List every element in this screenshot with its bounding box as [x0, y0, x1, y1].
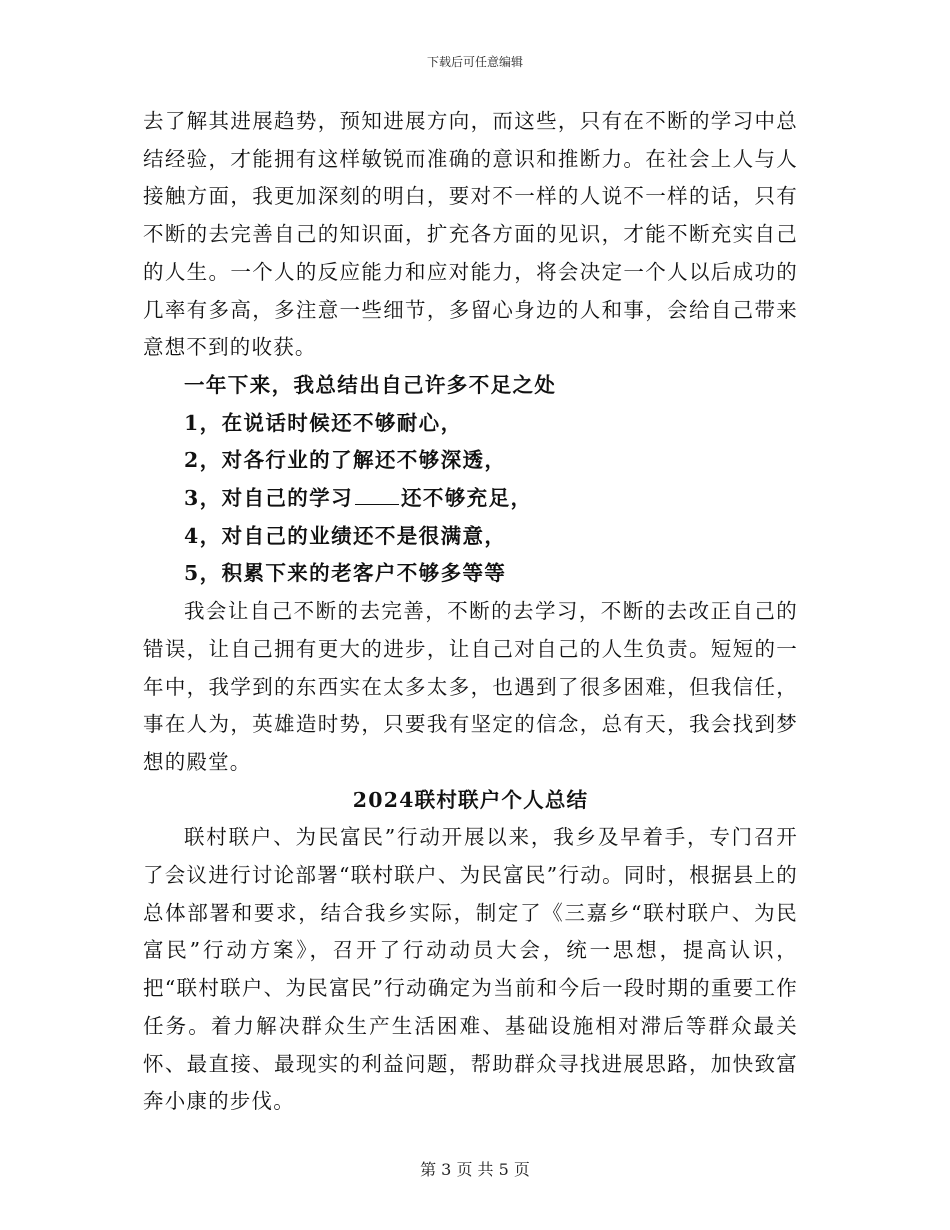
fill-in-blank-underline [355, 486, 399, 505]
paragraph-self-improvement: 我会让自己不断的去完善，不断的去学习，不断的去改正自己的错误，让自己拥有更大的进步，让自己对自己的人生负责。短短的一年中，我学到的东西实在太多太多，也遇到了很多困难，但我信任，事在人为，英雄造时势，只要我有坚定的信念，总有天，我会找到梦想的殿堂。 [143, 599, 798, 774]
shortcoming-item-3-start: 3，对自己的学习 [184, 486, 353, 511]
document-body [143, 103, 798, 1121]
shortcoming-item-5: 5，积累下来的老客户不够多等等 [184, 561, 507, 586]
shortcoming-item-3 [143, 480, 798, 518]
shortcoming-item-1: 1，在说话时候还不够耐心， [184, 410, 463, 435]
paragraph-village-campaign: 联村联户、为民富民”行动开展以来，我乡及早着手，专门召开了会议进行讨论部署“联村联户、为民富民”行动。同时，根据县上的总体部署和要求，结合我乡实际，制定了《三嘉乡“联村联户、为民富民”行动方案》，召开了行动动员大会，统一思想，提高认识，把“联村联户、为民富民”行动确定为当前和今后一段时期的重要工作任务。着力解决群众生产生活困难、基础设施相对滞后等群众最关怀、最直接、最现实的利益问题，帮助群众寻找进展思路，加快致富奔小康的步伐。 [143, 825, 798, 1114]
page-header-note: 下载后可任意编辑 [426, 55, 523, 69]
shortcomings-title: 一年下来，我总结出自己许多不足之处 [184, 372, 557, 397]
page-number: 第 3 页 共 5 页 [420, 1160, 530, 1179]
paragraph-experience: 去了解其进展趋势，预知进展方向，而这些，只有在不断的学习中总结经验，才能拥有这样敏锐而准确的意识和推断力。在社会上人与人接触方面，我更加深刻的明白，要对不一样的人说不一样的话，只有不断的去完善自己的知识面，扩充各方面的见识，才能不断充实自己的人生。一个人的反应能力和应对能力，将会决定一个人以后成功的几率有多高，多注意一些细节，多留心身边的人和事，会给自己带来意想不到的收获。 [143, 109, 798, 360]
section-title: 2024联村联户个人总结 [352, 787, 589, 812]
shortcoming-item-3-end: 还不够充足， [400, 486, 533, 511]
shortcoming-item-2: 2，对各行业的了解还不够深透， [184, 448, 507, 473]
shortcoming-item-4: 4，对自己的业绩还不是很满意， [184, 523, 507, 548]
